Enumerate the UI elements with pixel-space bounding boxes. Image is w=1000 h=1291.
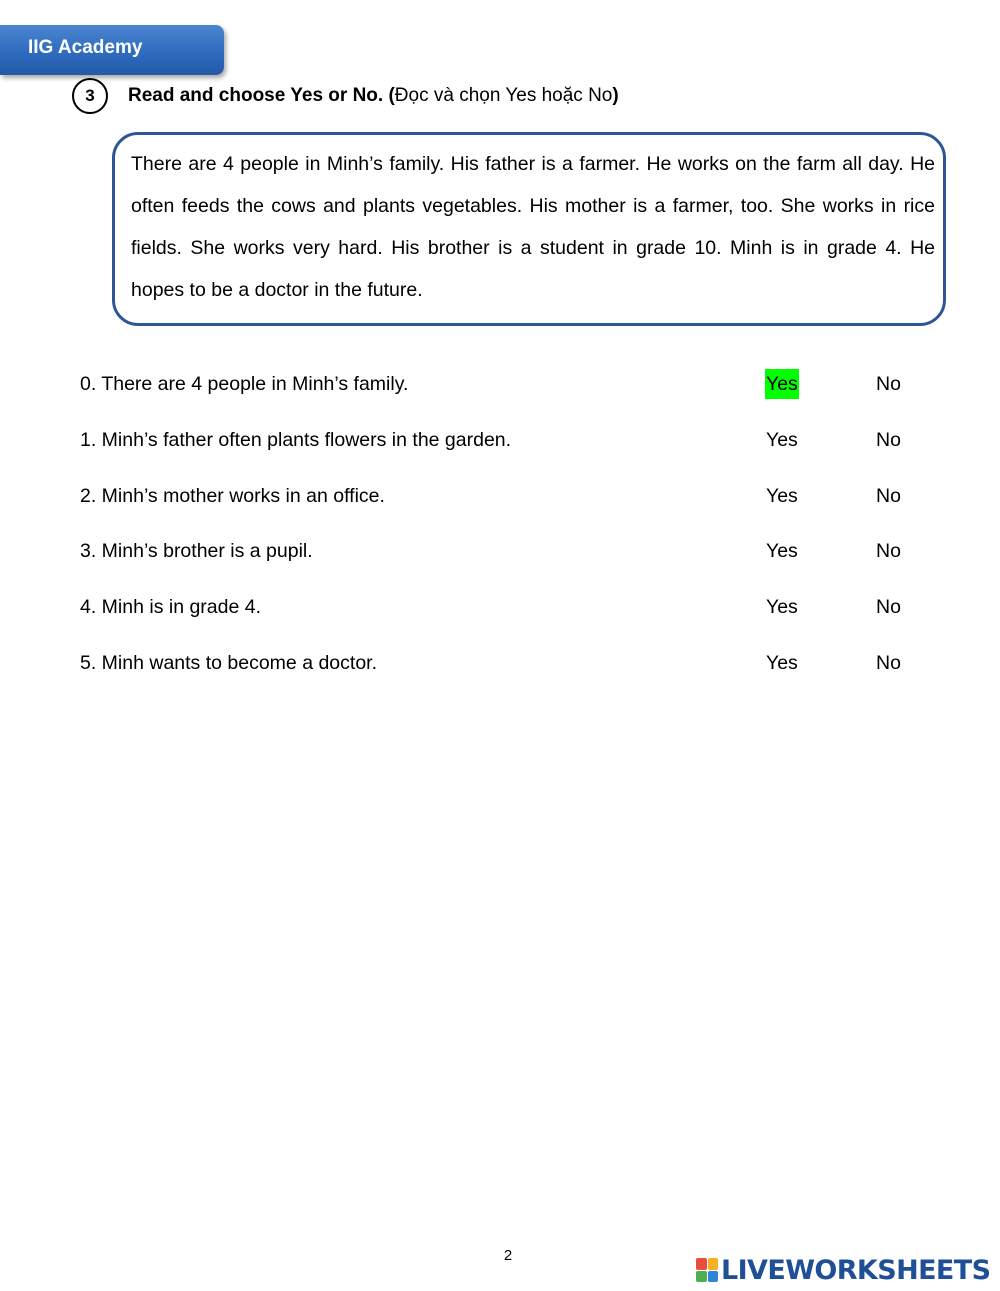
no-option[interactable]: No: [876, 652, 901, 674]
question-row-3: [80, 536, 920, 566]
no-option[interactable]: No: [876, 596, 901, 618]
exercise-instruction: [128, 85, 619, 107]
no-option[interactable]: No: [876, 540, 901, 562]
exercise-header: [72, 78, 619, 114]
question-text: 3. Minh’s brother is a pupil.: [80, 540, 313, 562]
question-row-1: [80, 425, 920, 455]
question-text: 1. Minh’s father often plants flowers in the garden.: [80, 429, 512, 451]
reading-passage-box: [112, 132, 946, 326]
yes-option[interactable]: Yes: [766, 540, 798, 562]
question-text: 2. Minh’s mother works in an office.: [80, 485, 385, 507]
yes-option[interactable]: Yes: [766, 429, 798, 451]
yes-option[interactable]: Yes: [766, 485, 798, 507]
question-text: 5. Minh wants to become a doctor.: [80, 652, 377, 674]
question-row-2: [80, 481, 920, 511]
instruction-bold: Read and choose Yes or No. (: [128, 85, 395, 106]
brand-tab: IIG Academy: [0, 25, 224, 75]
no-option[interactable]: No: [876, 373, 901, 395]
yes-option[interactable]: Yes: [766, 596, 798, 618]
question-text: 0. There are 4 people in Minh’s family.: [80, 373, 409, 395]
exercise-number: 3: [72, 78, 108, 114]
question-row-0: [80, 369, 920, 399]
liveworksheets-logo: [696, 1253, 990, 1287]
question-row-4: [80, 592, 920, 622]
question-text: 4. Minh is in grade 4.: [80, 596, 262, 618]
no-option[interactable]: No: [876, 429, 901, 451]
yes-option[interactable]: Yes: [766, 652, 798, 674]
liveworksheets-logo-text: LIVEWORKSHEETS: [721, 1254, 991, 1286]
reading-passage-text: There are 4 people in Minh’s family. His father is a farmer. He works on the farm all day. He often feeds the cows and plants vegetables. His mother is a farmer, too. She works in rice fields. She works very hard. His brother is a student in grade 10. Minh is in grade 4. He hopes to be a doctor in the future.: [131, 153, 935, 301]
instruction-translation: Đọc và chọn Yes hoặc No: [394, 85, 613, 106]
question-row-5: [80, 648, 920, 678]
liveworksheets-logo-icon: [696, 1258, 718, 1282]
page-number: 2: [503, 1247, 513, 1264]
instruction-close: ): [612, 85, 619, 106]
yes-option[interactable]: Yes: [765, 369, 799, 399]
no-option[interactable]: No: [876, 485, 901, 507]
